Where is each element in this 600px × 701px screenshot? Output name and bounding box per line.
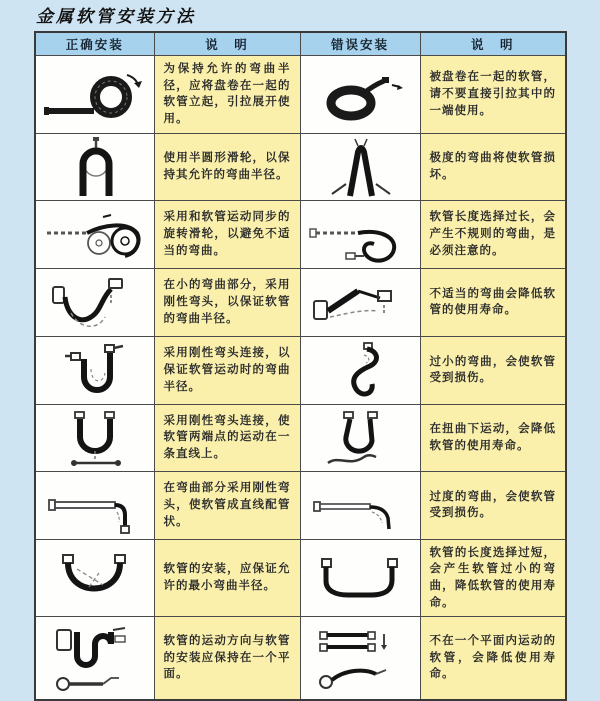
wrong-illustration-cell (300, 336, 420, 404)
wrong-illustration-cell (300, 268, 420, 336)
hose-out-of-plane-motion-icon (306, 620, 414, 696)
correct-illustration-cell (35, 200, 154, 268)
hose-motion-same-plane-trap-icon (41, 620, 149, 696)
correct-illustration-cell (35, 133, 154, 200)
correct-illustration-cell (35, 268, 154, 336)
correct-note: 在弯曲部分采用刚性弯头，使软管成直线配管状。 (154, 471, 300, 539)
wrong-illustration-cell (300, 56, 420, 134)
table-row (35, 268, 566, 336)
correct-illustration-cell (35, 56, 154, 134)
table-row (35, 404, 566, 471)
wrong-note: 软管的长度选择过短，会产生软管过小的弯曲，降低软管的使用寿命。 (420, 539, 566, 617)
wrong-note: 极度的弯曲将使软管损坏。 (420, 133, 566, 200)
wrong-illustration-cell (300, 200, 420, 268)
correct-illustration-cell (35, 617, 154, 700)
hose-straight-run-rigid-elbow-icon (41, 474, 149, 536)
table-row (35, 133, 566, 200)
wrong-note: 被盘卷在一起的软管，请不要直接引拉其中的一端使用。 (420, 56, 566, 134)
wrong-illustration-cell (300, 133, 420, 200)
hose-improper-angular-bend-icon (306, 271, 414, 333)
correct-illustration-cell (35, 404, 154, 471)
wrong-note: 过小的弯曲，会使软管受到损伤。 (420, 336, 566, 404)
hose-too-short-shallow-u-icon (306, 547, 414, 609)
header-wrong-install: 错误安装 (300, 32, 420, 56)
hose-too-small-bend-hook-icon (306, 339, 414, 401)
table-row (35, 471, 566, 539)
header-wrong-note: 说 明 (420, 32, 566, 56)
correct-illustration-cell (35, 539, 154, 617)
wrong-note: 不适当的弯曲会降低软管的使用寿命。 (420, 268, 566, 336)
header-row (35, 32, 566, 56)
wrong-note: 软管长度选择过长，会产生不规则的弯曲，是必须注意的。 (420, 200, 566, 268)
correct-note: 使用半圆形滑轮，以保持其允许的弯曲半径。 (154, 133, 300, 200)
hose-extreme-sharp-bend-icon (306, 136, 414, 198)
table-row (35, 539, 566, 617)
wrong-note: 过度的弯曲，会使软管受到损伤。 (420, 471, 566, 539)
hose-rigid-elbow-u-loop-icon (41, 339, 149, 401)
correct-note: 软管的安装，应保证允许的最小弯曲半径。 (154, 539, 300, 617)
coiled-hose-standing-unroll-icon (41, 61, 149, 127)
table-row (35, 336, 566, 404)
wrong-illustration-cell (300, 617, 420, 700)
wrong-illustration-cell (300, 471, 420, 539)
installation-table (34, 31, 567, 701)
hose-twisted-u-loop-icon (306, 407, 414, 469)
coiled-hose-pulled-end-icon (306, 61, 414, 127)
hose-overbent-end-icon (306, 474, 414, 536)
correct-note: 采用刚性弯头连接，以保证软管运动时的弯曲半径。 (154, 336, 300, 404)
correct-note: 软管的运动方向与软管的安装应保持在一个平面。 (154, 617, 300, 700)
hose-u-loop-inline-motion-icon (41, 407, 149, 469)
hose-synchronized-rotating-pulleys-icon (41, 203, 149, 265)
hose-minimum-bend-radius-u-icon (41, 547, 149, 609)
wrong-note: 在扭曲下运动，会降低软管的使用寿命。 (420, 404, 566, 471)
hose-rigid-elbow-small-bend-icon (41, 271, 149, 333)
header-correct-note: 说 明 (154, 32, 300, 56)
page-title: 金属软管安装方法 (36, 7, 196, 27)
correct-note: 在小的弯曲部分，采用刚性弯头，以保证软管的弯曲半径。 (154, 268, 300, 336)
hose-too-long-irregular-bend-icon (306, 203, 414, 265)
correct-note: 为保持允许的弯曲半径，应将盘卷在一起的软管立起，引拉展开使用。 (154, 56, 300, 134)
correct-note: 采用刚性弯头连接，使软管两端点的运动在一条直线上。 (154, 404, 300, 471)
correct-illustration-cell (35, 471, 154, 539)
header-correct-install: 正确安装 (35, 32, 154, 56)
correct-illustration-cell (35, 336, 154, 404)
hose-over-semicircular-pulley-icon (41, 136, 149, 198)
table-row (35, 617, 566, 700)
table-row (35, 56, 566, 134)
wrong-note: 不在一个平面内运动的软管，会降低使用寿命。 (420, 617, 566, 700)
correct-note: 采用和软管运动同步的旋转滑轮，以避免不适当的弯曲。 (154, 200, 300, 268)
wrong-illustration-cell (300, 404, 420, 471)
table-row (35, 200, 566, 268)
wrong-illustration-cell (300, 539, 420, 617)
